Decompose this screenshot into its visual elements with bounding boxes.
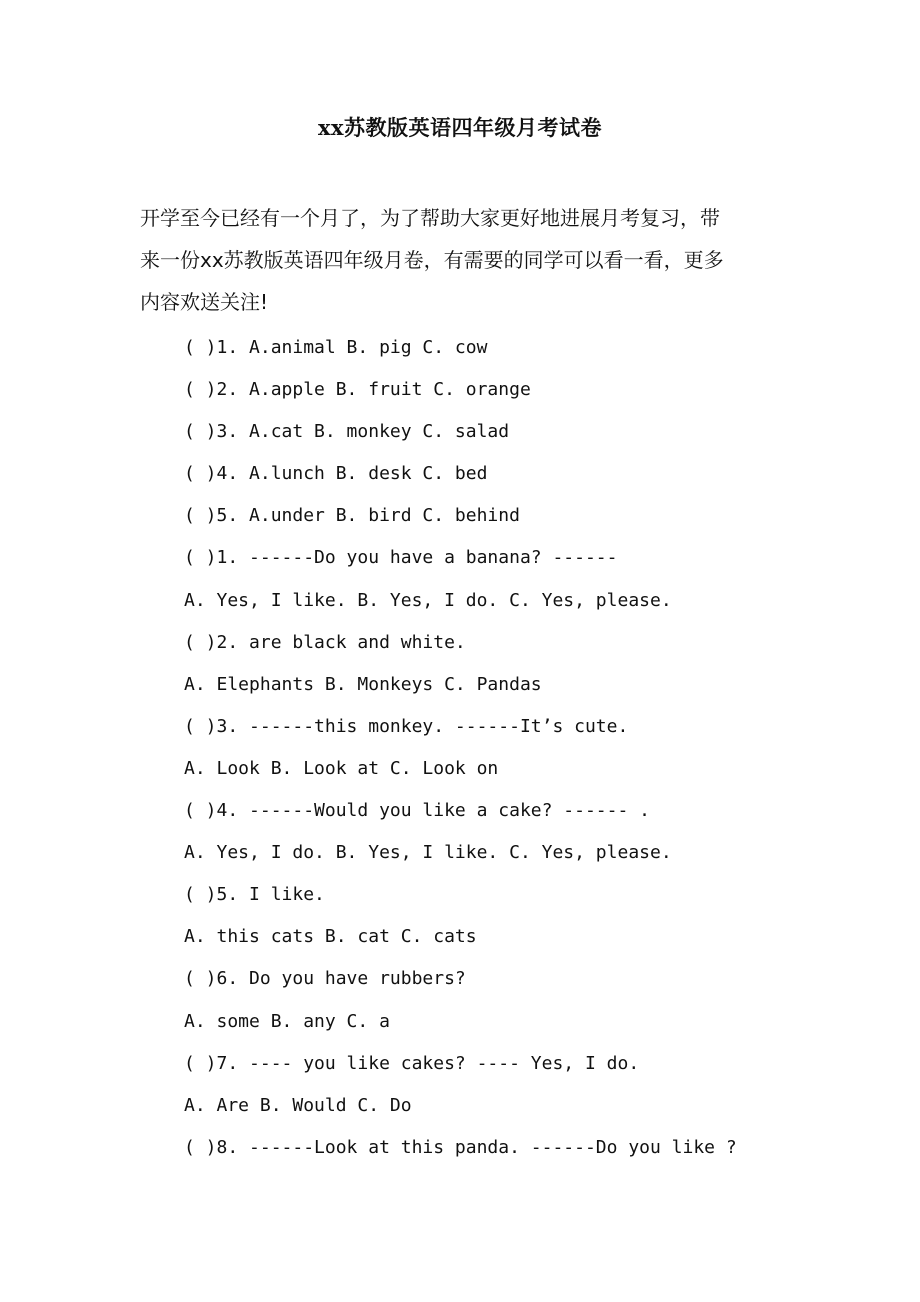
question-line: ( )1. A.animal B. pig C. cow [184, 337, 488, 358]
page-title: xx苏教版英语四年级月考试卷 [317, 115, 603, 140]
intro-paragraph [140, 197, 780, 323]
answer-options-line: A. Yes, I like. B. Yes, I do. C. Yes, please. [184, 589, 672, 611]
answer-options-line: A. Are B. Would C. Do [184, 1094, 412, 1116]
answer-options-line: A. Elephants B. Monkeys C. Pandas [184, 673, 542, 695]
question-line: ( )6. Do you have rubbers? [184, 968, 466, 990]
answer-options-line: A. Yes, I do. B. Yes, I like. C. Yes, please. [184, 842, 672, 864]
question-line: ( )2. are black and white. [184, 631, 466, 653]
question-line: ( )5. I like. [184, 884, 325, 906]
intro-line: 开学至今已经有一个月了，为了帮助大家更好地进展月考复习，带 [140, 206, 720, 230]
intro-line: 来一份xx苏教版英语四年级月卷，有需要的同学可以看一看，更多 [140, 248, 724, 272]
question-line: ( )4. ------Would you like a cake? ------ . [184, 800, 650, 822]
intro-line: 内容欢送关注! [140, 290, 269, 314]
answer-options-line: A. some B. any C. a [184, 1010, 390, 1032]
question-line: ( )4. A.lunch B. desk C. bed [184, 463, 488, 485]
question-line: ( )2. A.apple B. fruit C. orange [184, 379, 531, 401]
answer-options-line: A. Look B. Look at C. Look on [184, 757, 499, 779]
question-line: ( )7. ---- you like cakes? ---- Yes, I do. [184, 1052, 640, 1074]
question-line: ( )1. ------Do you have a banana? ------ [184, 547, 618, 569]
question-list [184, 327, 884, 1169]
answer-options-line: A. this cats B. cat C. cats [184, 926, 477, 948]
question-line: ( )3. A.cat B. monkey C. salad [184, 421, 510, 443]
question-line: ( )3. ------this monkey. ------It’s cute. [184, 715, 629, 737]
question-line: ( )5. A.under B. bird C. behind [184, 505, 520, 527]
question-line: ( )8. ------Look at this panda. ------Do you like ? [184, 1136, 737, 1158]
